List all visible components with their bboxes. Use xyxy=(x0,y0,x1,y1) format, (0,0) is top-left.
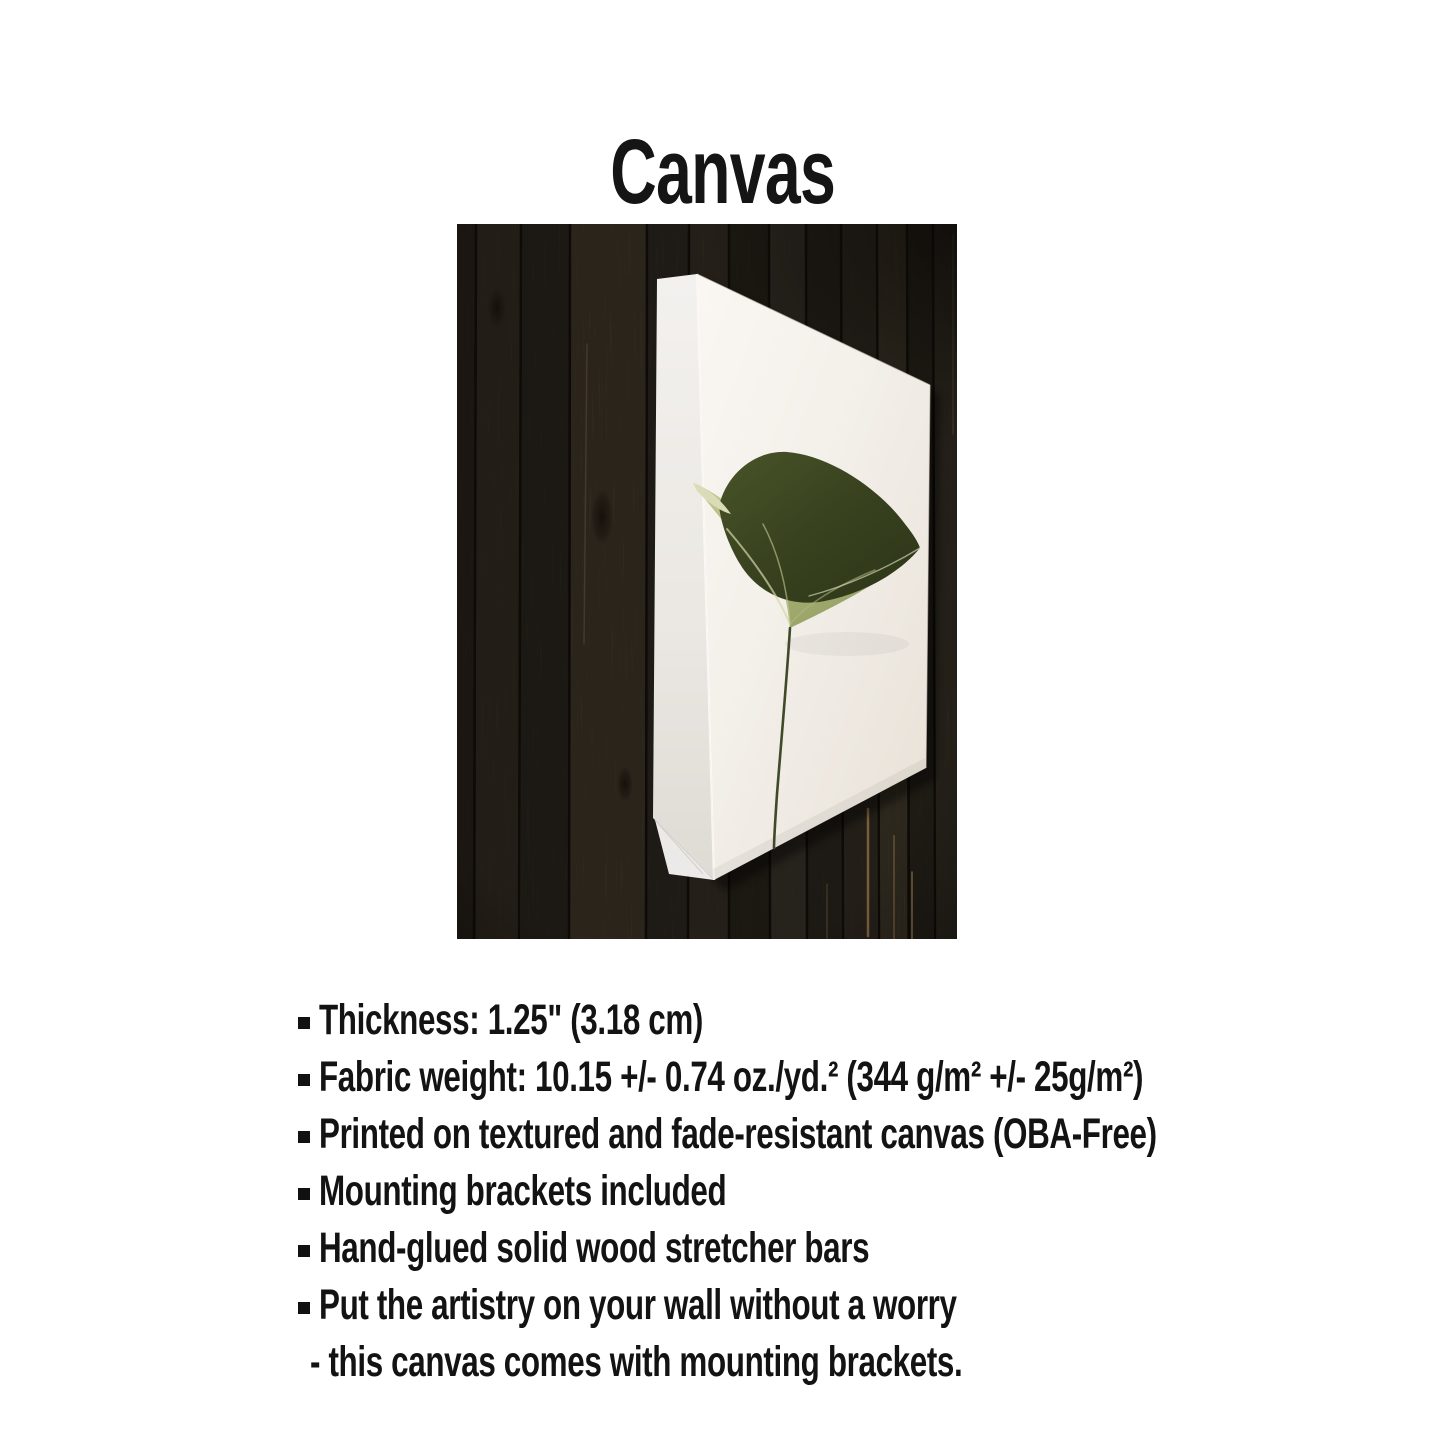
spec-text: - this canvas comes with mounting brackets. xyxy=(310,1338,963,1386)
page-title-text: Canvas xyxy=(610,120,835,223)
spec-row-brackets xyxy=(298,1163,1418,1220)
spec-text: Thickness: 1.25" (3.18 cm) xyxy=(319,996,704,1044)
spec-row-artistry-continuation xyxy=(298,1334,1418,1391)
spec-row-fabric-weight xyxy=(298,1049,1418,1106)
bullet-square-icon xyxy=(298,1131,310,1143)
bullet-square-icon xyxy=(298,1245,310,1257)
specs-list xyxy=(298,992,1418,1391)
product-photo xyxy=(457,224,957,939)
spec-text: Printed on textured and fade-resistant canvas (OBA-Free) xyxy=(319,1110,1157,1158)
bullet-square-icon xyxy=(298,1017,310,1029)
spec-row-thickness xyxy=(298,992,1418,1049)
spec-row-artistry xyxy=(298,1277,1418,1334)
bullet-square-icon xyxy=(298,1302,310,1314)
spec-text: Hand-glued solid wood stretcher bars xyxy=(319,1224,870,1272)
photo-vignette xyxy=(457,224,957,939)
product-photo-svg xyxy=(457,224,957,939)
spec-row-stretcher-bars xyxy=(298,1220,1418,1277)
spec-text: Fabric weight: 10.15 +/- 0.74 oz./yd.² (344 g/m² +/- 25g/m²) xyxy=(319,1053,1144,1101)
spec-text: Put the artistry on your wall without a worry xyxy=(319,1281,957,1329)
spec-row-printed xyxy=(298,1106,1418,1163)
bullet-square-icon xyxy=(298,1188,310,1200)
spec-text: Mounting brackets included xyxy=(319,1167,727,1215)
bullet-square-icon xyxy=(298,1074,310,1086)
page-title xyxy=(0,120,1445,223)
